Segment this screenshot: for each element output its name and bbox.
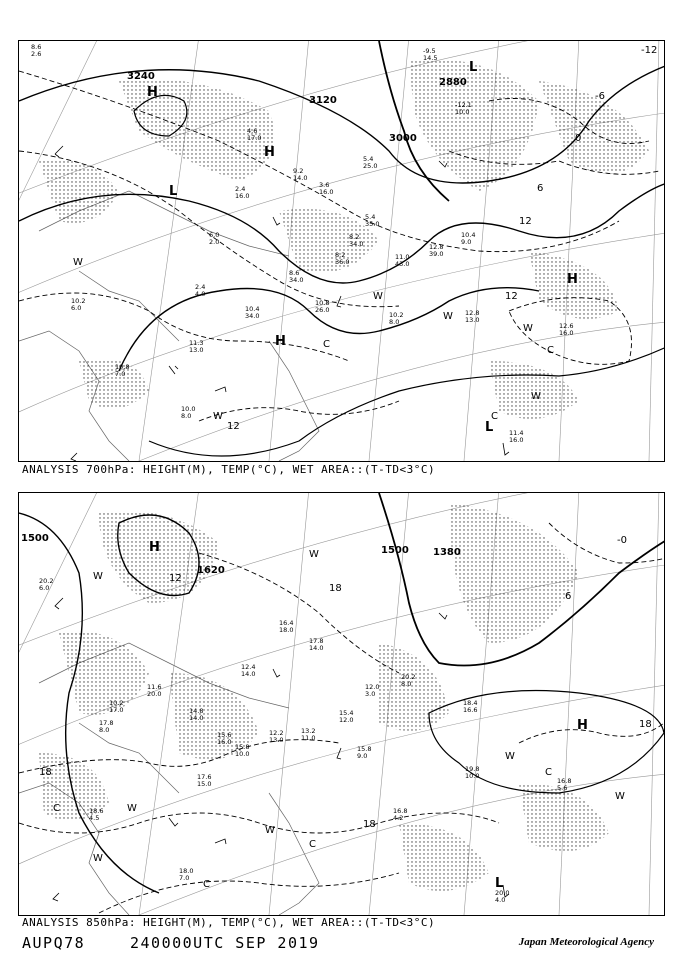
isotherm-label: -0 <box>617 535 627 546</box>
svg-text:7.0: 7.0 <box>179 874 190 882</box>
svg-text:2.0: 2.0 <box>209 238 220 246</box>
station-plot <box>339 709 353 724</box>
svg-text:4.5: 4.5 <box>89 814 100 822</box>
map-700hpa-svg <box>19 41 664 461</box>
svg-text:34.0: 34.0 <box>289 276 304 284</box>
svg-text:16.6: 16.6 <box>463 706 478 714</box>
station-plot <box>89 807 103 822</box>
svg-text:4.0: 4.0 <box>495 896 506 904</box>
svg-text:2.4: 2.4 <box>235 185 246 193</box>
warm-mark: W <box>615 791 625 802</box>
contour-labels <box>21 533 461 576</box>
svg-text:17.8: 17.8 <box>309 637 324 645</box>
station-plot <box>189 707 203 722</box>
svg-text:15.0: 15.0 <box>197 780 212 788</box>
svg-text:6.0: 6.0 <box>71 304 82 312</box>
high-pressure-center: H <box>567 272 578 287</box>
isotherm-label: 6 <box>537 183 544 194</box>
svg-text:18.0: 18.0 <box>179 867 194 875</box>
cold-mark: C <box>323 339 330 350</box>
svg-text:8.0: 8.0 <box>99 726 110 734</box>
low-pressure-center: L <box>469 60 478 75</box>
svg-text:8.0: 8.0 <box>181 412 192 420</box>
station-plot <box>39 577 53 592</box>
isotherm-label: -6 <box>595 91 605 102</box>
svg-text:5.4: 5.4 <box>363 155 374 163</box>
thermal-marks <box>73 257 554 422</box>
svg-text:4.6: 4.6 <box>247 127 258 135</box>
isotherm-label: 12 <box>519 216 532 227</box>
station-plot <box>393 807 407 822</box>
cold-mark: C <box>547 345 554 356</box>
svg-text:13.2: 13.2 <box>301 727 316 735</box>
station-plot <box>235 743 249 758</box>
svg-text:9.2: 9.2 <box>293 167 304 175</box>
agency-name: Japan Meteorological Agency <box>518 936 654 948</box>
svg-text:17.0: 17.0 <box>247 134 262 142</box>
high-pressure-center: H <box>149 540 160 555</box>
svg-text:18.6: 18.6 <box>89 807 104 815</box>
station-plot <box>217 731 231 746</box>
station-plot <box>365 683 379 698</box>
svg-text:10.0: 10.0 <box>465 772 480 780</box>
station-plot <box>455 101 472 116</box>
svg-text:8.0: 8.0 <box>389 318 400 326</box>
high-pressure-center: H <box>264 145 275 160</box>
wet-areas <box>39 503 609 891</box>
contour-label: 1380 <box>433 547 461 558</box>
station-plot <box>109 699 123 714</box>
warm-mark: W <box>127 803 137 814</box>
svg-text:10.2: 10.2 <box>389 311 404 319</box>
svg-text:2.4: 2.4 <box>195 283 206 291</box>
svg-text:6.0: 6.0 <box>209 231 220 239</box>
svg-text:10.0: 10.0 <box>235 750 250 758</box>
caption-850hpa: ANALYSIS 850hPa: HEIGHT(M), TEMP(°C), WET AREA::(T-TD<3°C) <box>22 916 436 929</box>
valid-time: 240000UTC SEP 2019 <box>130 934 320 952</box>
isotherm-label: 6 <box>565 591 572 602</box>
station-plot <box>293 167 307 182</box>
svg-text:16.4: 16.4 <box>279 619 294 627</box>
isotherm-label: 0 <box>575 133 582 144</box>
svg-text:10.4: 10.4 <box>461 231 476 239</box>
low-pressure-center: L <box>495 876 504 891</box>
svg-text:10.2: 10.2 <box>71 297 86 305</box>
svg-text:15.6: 15.6 <box>217 731 232 739</box>
station-plot <box>319 181 333 196</box>
warm-mark: W <box>265 825 275 836</box>
svg-text:13.0: 13.0 <box>465 316 480 324</box>
station-plot <box>147 683 161 698</box>
svg-text:8.2: 8.2 <box>349 233 360 241</box>
svg-text:9.0: 9.0 <box>461 238 472 246</box>
station-plot <box>395 253 409 268</box>
station-plot <box>461 231 475 246</box>
svg-text:8.6: 8.6 <box>31 43 42 51</box>
svg-text:20.2: 20.2 <box>401 673 416 681</box>
svg-text:15.8: 15.8 <box>235 743 250 751</box>
svg-text:16.0: 16.0 <box>509 436 524 444</box>
station-plot <box>429 243 443 258</box>
station-plot <box>197 773 211 788</box>
coastlines <box>19 191 319 461</box>
svg-text:3.6: 3.6 <box>319 181 330 189</box>
svg-text:10.4: 10.4 <box>245 305 260 313</box>
bulletin-id: AUPQ78 <box>22 934 86 952</box>
station-plot <box>509 429 523 444</box>
contour-label: 3120 <box>309 95 337 106</box>
station-plot <box>365 213 379 228</box>
warm-mark: W <box>505 751 515 762</box>
svg-text:9.0: 9.0 <box>357 752 368 760</box>
station-plot <box>423 47 437 62</box>
svg-text:12.4: 12.4 <box>241 663 256 671</box>
svg-text:7.0: 7.0 <box>115 370 126 378</box>
station-plot <box>195 283 205 298</box>
svg-text:4.2: 4.2 <box>393 814 404 822</box>
svg-text:14.0: 14.0 <box>309 644 324 652</box>
station-plot <box>241 663 255 678</box>
svg-text:-9.5: -9.5 <box>423 47 436 55</box>
svg-text:19.8: 19.8 <box>465 765 480 773</box>
svg-text:10.0: 10.0 <box>181 405 196 413</box>
svg-text:12.0: 12.0 <box>339 716 354 724</box>
svg-text:18.4: 18.4 <box>463 699 478 707</box>
svg-text:11.3: 11.3 <box>189 339 204 347</box>
svg-text:14.0: 14.0 <box>241 670 256 678</box>
svg-text:16.0: 16.0 <box>235 192 250 200</box>
svg-text:12.8: 12.8 <box>429 243 444 251</box>
low-pressure-center: L <box>169 184 178 199</box>
svg-text:15.8: 15.8 <box>357 745 372 753</box>
svg-text:36.0: 36.0 <box>335 258 350 266</box>
station-plot <box>559 322 573 337</box>
svg-text:17.8: 17.8 <box>99 719 114 727</box>
svg-text:4.0: 4.0 <box>195 290 206 298</box>
station-plot <box>557 777 571 792</box>
station-plot <box>279 619 293 634</box>
svg-text:10.0: 10.0 <box>455 108 470 116</box>
station-plot <box>179 867 193 882</box>
contour-label: 2880 <box>439 77 467 88</box>
svg-text:34.0: 34.0 <box>245 312 260 320</box>
svg-text:-12.1: -12.1 <box>455 101 472 109</box>
station-plot <box>181 405 195 420</box>
station-plot <box>301 727 315 742</box>
station-plot <box>269 729 283 744</box>
svg-text:6.0: 6.0 <box>39 584 50 592</box>
contour-label: 1500 <box>381 545 409 556</box>
svg-text:43.0: 43.0 <box>395 260 410 268</box>
isotherm-label: 12 <box>169 573 182 584</box>
svg-text:18.0: 18.0 <box>279 626 294 634</box>
svg-text:12.8: 12.8 <box>465 309 480 317</box>
warm-mark: W <box>73 257 83 268</box>
warm-mark: W <box>213 411 223 422</box>
station-plot <box>209 231 219 246</box>
isotherm-label: 12 <box>505 291 518 302</box>
warm-mark: W <box>531 391 541 402</box>
svg-text:20.0: 20.0 <box>147 690 162 698</box>
svg-text:16.0: 16.0 <box>217 738 232 746</box>
station-plot <box>315 299 329 314</box>
warm-mark: W <box>93 853 103 864</box>
station-plot <box>465 765 479 780</box>
svg-text:10.8: 10.8 <box>315 299 330 307</box>
cold-mark: C <box>545 767 552 778</box>
high-pressure-center: H <box>147 85 158 100</box>
map-panel-700hpa <box>18 40 665 462</box>
svg-text:14.5: 14.5 <box>423 54 438 62</box>
station-plot <box>99 719 113 734</box>
svg-text:35.0: 35.0 <box>365 220 380 228</box>
station-plot <box>363 155 377 170</box>
svg-text:25.0: 25.0 <box>363 162 378 170</box>
svg-text:14.0: 14.0 <box>293 174 308 182</box>
isotherm-label: 18 <box>639 719 652 730</box>
map-850hpa-svg <box>19 493 664 915</box>
svg-text:10.2: 10.2 <box>109 699 124 707</box>
svg-text:20.2: 20.2 <box>39 577 54 585</box>
svg-text:8.0: 8.0 <box>401 680 412 688</box>
contour-label: 3000 <box>389 133 417 144</box>
svg-text:17.6: 17.6 <box>197 773 212 781</box>
svg-text:8.2: 8.2 <box>335 251 346 259</box>
svg-text:16.8: 16.8 <box>557 777 572 785</box>
station-plot <box>245 305 259 320</box>
svg-text:11.0: 11.0 <box>301 734 316 742</box>
cold-mark: C <box>309 839 316 850</box>
isotherm-label: 18 <box>363 819 376 830</box>
svg-text:26.0: 26.0 <box>315 306 330 314</box>
svg-text:5.4: 5.4 <box>365 213 376 221</box>
svg-text:14.8: 14.8 <box>189 707 204 715</box>
high-pressure-center: H <box>275 334 286 349</box>
svg-text:16.0: 16.0 <box>319 188 334 196</box>
warm-mark: W <box>373 291 383 302</box>
svg-text:39.0: 39.0 <box>429 250 444 258</box>
svg-text:14.0: 14.0 <box>189 714 204 722</box>
wet-areas <box>39 59 649 419</box>
svg-text:16.8: 16.8 <box>393 807 408 815</box>
svg-text:11.4: 11.4 <box>509 429 524 437</box>
station-plot <box>31 43 41 58</box>
svg-text:34.0: 34.0 <box>349 240 364 248</box>
svg-text:11.6: 11.6 <box>147 683 162 691</box>
caption-700hpa: ANALYSIS 700hPa: HEIGHT(M), TEMP(°C), WET AREA::(T-TD<3°C) <box>22 463 436 476</box>
isotherm-label: 12 <box>227 421 240 432</box>
station-plot <box>357 745 371 760</box>
contour-label: 1620 <box>197 565 225 576</box>
station-plot <box>465 309 479 324</box>
contour-label: 3240 <box>127 71 155 82</box>
high-pressure-center: H <box>577 718 588 733</box>
station-plot <box>235 185 249 200</box>
warm-mark: W <box>309 549 319 560</box>
svg-text:10.8: 10.8 <box>115 363 130 371</box>
svg-text:11.0: 11.0 <box>395 253 410 261</box>
svg-text:15.4: 15.4 <box>339 709 354 717</box>
cold-mark: C <box>203 879 210 890</box>
warm-mark: W <box>93 571 103 582</box>
station-plot <box>189 339 203 354</box>
svg-text:16.0: 16.0 <box>559 329 574 337</box>
cold-mark: C <box>491 411 498 422</box>
svg-text:12.6: 12.6 <box>559 322 574 330</box>
svg-text:17.0: 17.0 <box>109 706 124 714</box>
isotherm-label: 18 <box>39 767 52 778</box>
station-plot <box>309 637 323 652</box>
svg-text:5.6: 5.6 <box>557 784 568 792</box>
map-panel-850hpa <box>18 492 665 916</box>
warm-mark: W <box>443 311 453 322</box>
svg-text:12.0: 12.0 <box>365 683 380 691</box>
warm-mark: W <box>523 323 533 334</box>
isotherm-label: -12 <box>641 45 658 56</box>
svg-text:12.2: 12.2 <box>269 729 284 737</box>
station-plot <box>495 889 509 904</box>
svg-text:2.6: 2.6 <box>31 50 42 58</box>
cold-mark: C <box>53 803 60 814</box>
isotherm-label: 18 <box>329 583 342 594</box>
station-plot <box>71 297 85 312</box>
svg-text:8.6: 8.6 <box>289 269 300 277</box>
low-pressure-center: L <box>485 420 494 435</box>
svg-text:13.0: 13.0 <box>189 346 204 354</box>
station-plot <box>463 699 477 714</box>
svg-text:3.0: 3.0 <box>365 690 376 698</box>
contour-label: 1500 <box>21 533 49 544</box>
svg-text:13.0: 13.0 <box>269 736 284 744</box>
svg-text:20.0: 20.0 <box>495 889 510 897</box>
